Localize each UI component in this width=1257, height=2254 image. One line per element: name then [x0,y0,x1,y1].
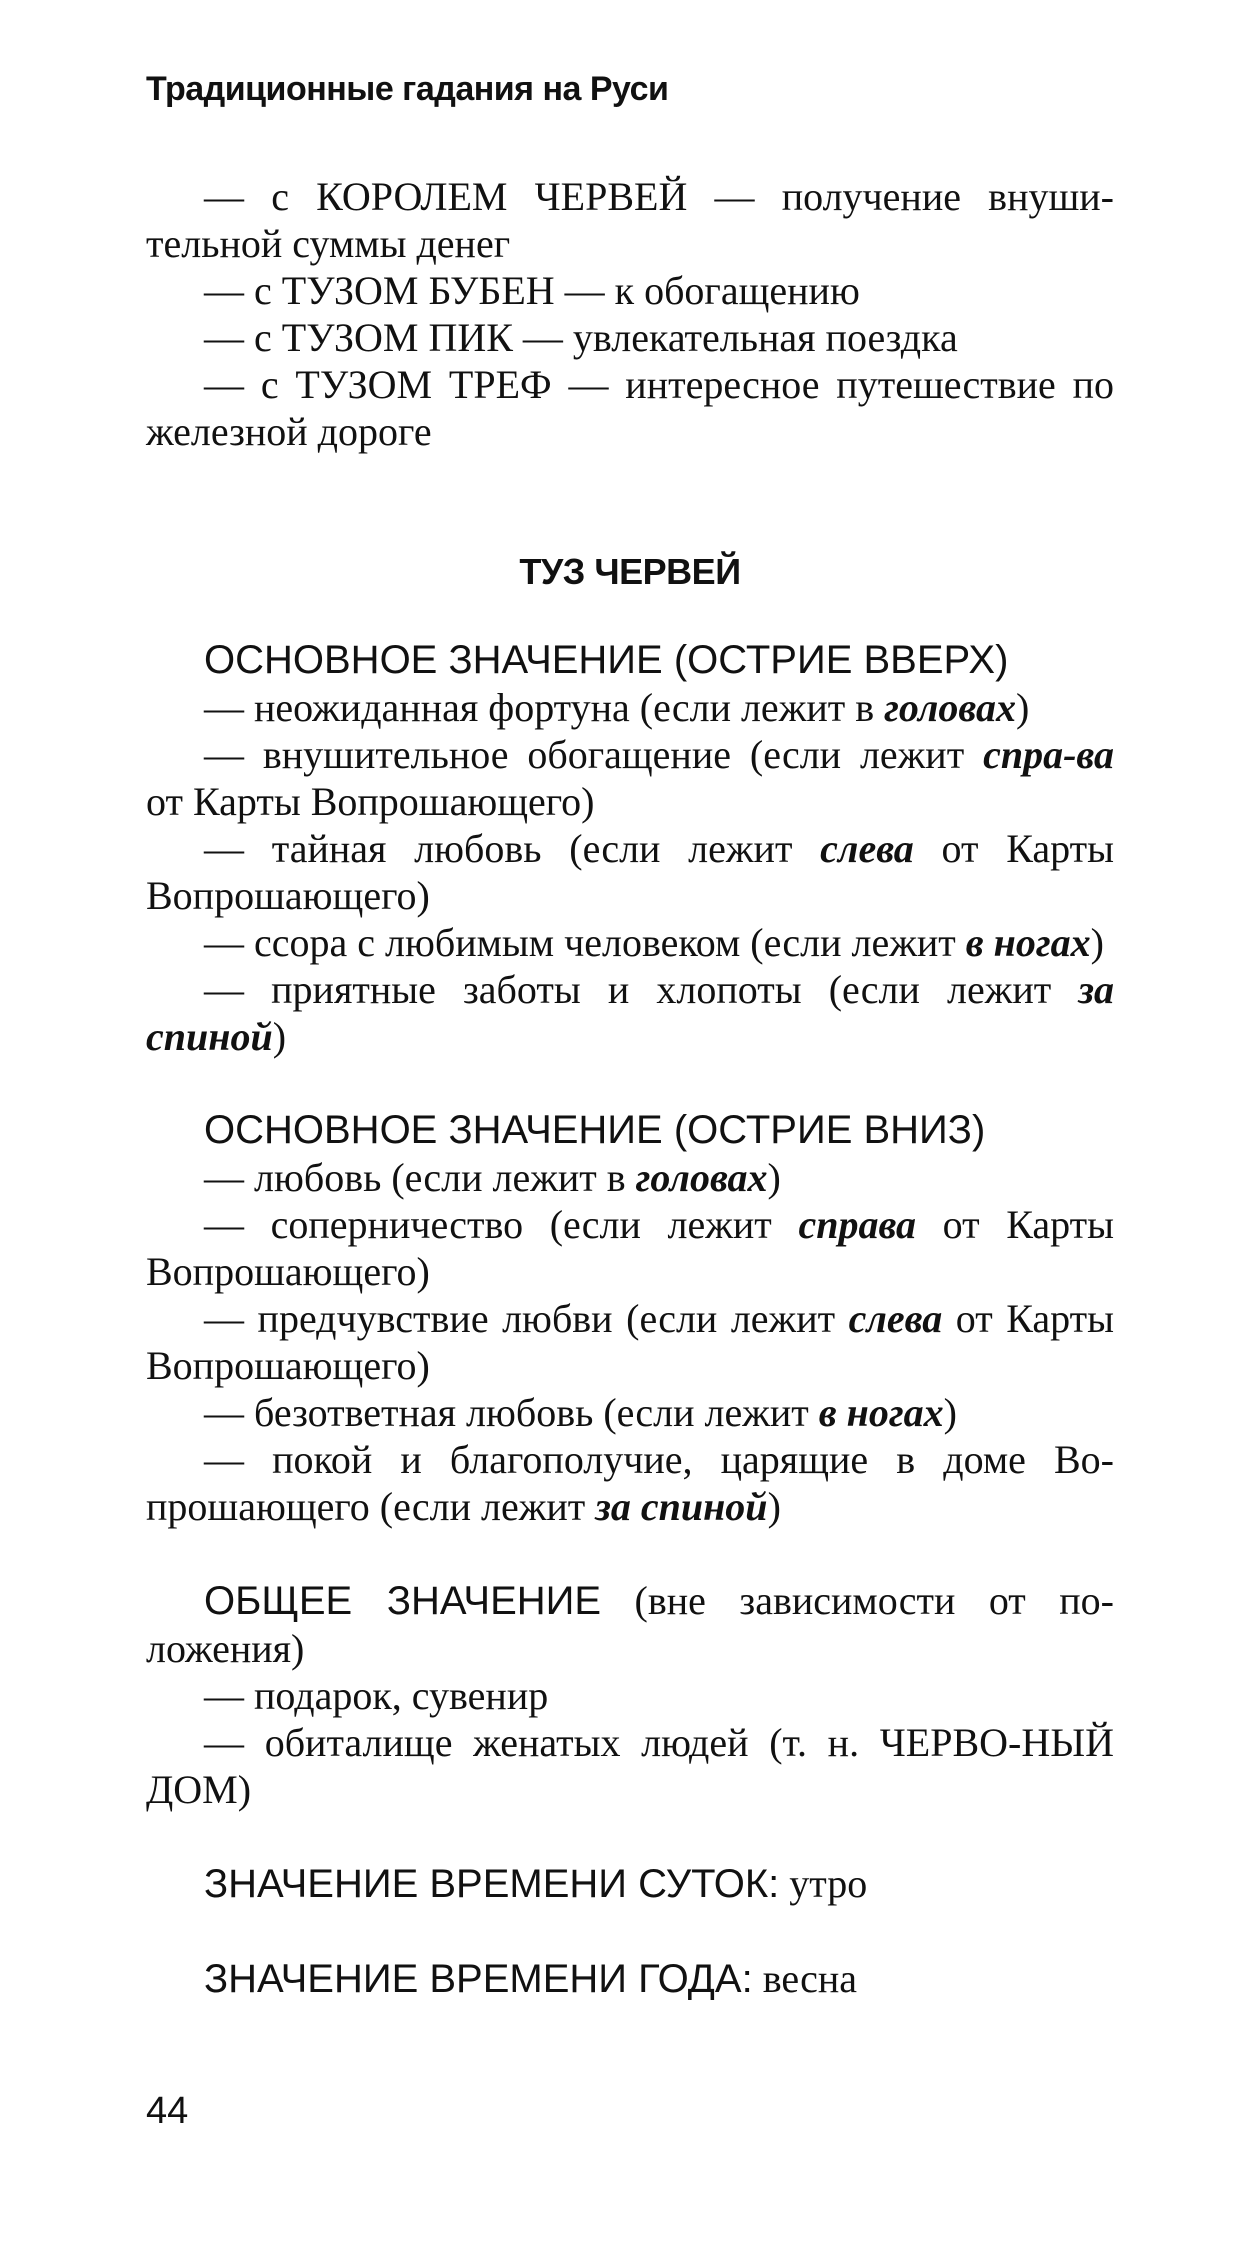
item-position: в ногах [965,920,1091,965]
book-page [146,70,1114,2220]
intro-line: — с ТУЗОМ БУБЕН — к обогащению [204,268,860,313]
item-text: — неожиданная фортуна (если лежит в [204,685,885,730]
general-heading-line [146,1577,1114,1672]
item-position: за спиной [146,967,1114,1059]
upright-item [146,731,1114,825]
item-position: слева [848,1296,943,1341]
item-text: ) [1090,920,1104,965]
spacer [146,1530,1114,1577]
reversed-heading: ОСНОВНОЕ ЗНАЧЕНИЕ (ОСТРИЕ ВНИЗ) [204,1108,986,1152]
item-text: ) [943,1390,957,1435]
upright-item [146,825,1114,919]
time-of-day [146,1860,1114,1908]
reversed-item [146,1295,1114,1389]
item-text: от Карты Вопрошающего) [146,1202,1115,1294]
item-text: — ссора с любимым человеком (если лежит [204,920,966,965]
item-text: ) [272,1014,287,1059]
time-of-day-label: ЗНАЧЕНИЕ ВРЕМЕНИ СУТОК: [204,1862,780,1906]
spacer [146,455,1114,551]
item-text: — безответная любовь (если лежит [204,1390,819,1435]
page-number: 44 [146,2090,189,2132]
item-text: от Карты Вопрошающего) [146,779,595,824]
item-text: от Карты Вопрошающего) [146,826,1114,918]
item-text: — тайная любовь (если лежит [204,826,821,871]
spacer [146,1813,1114,1860]
item-text: — соперничество (если лежит [204,1202,799,1247]
intro-line: — с КОРОЛЕМ ЧЕРВЕЙ — получение внуши-тельной суммы денег [146,174,1114,266]
item-text: ) [1016,685,1030,730]
time-of-year-value: весна [752,1956,858,2001]
reversed-item [146,1389,1114,1436]
item-text: ) [767,1484,781,1529]
intro-line: — с ТУЗОМ ПИК — увлекательная поездка [204,315,958,360]
general-heading-rest: (вне зависимости от по-ложения) [146,1578,1114,1671]
spacer [146,1060,1114,1107]
item-position: спра-ва [983,732,1114,777]
general-meaning [146,1577,1114,1813]
item-text: — покой и благополучие, царящие в доме Во-прошающего (если лежит [146,1437,1114,1529]
running-head: Традиционные гадания на Руси [146,70,669,108]
item-text: ) [767,1155,781,1200]
intro-line: — с ТУЗОМ ТРЕФ — интересное путешествие по железной дороге [146,362,1114,454]
general-heading: ОБЩЕЕ ЗНАЧЕНИЕ [204,1579,602,1623]
section-title: ТУЗ ЧЕРВЕЙ [519,551,741,592]
reversed-item [146,1154,1114,1201]
item-position: за спиной [595,1484,768,1529]
item-text: — внушительное обогащение (если лежит [204,732,984,777]
item-text: — любовь (если лежит в [204,1155,636,1200]
item-text: — приятные заботы и хлопоты (если лежит [204,967,1079,1012]
time-of-year-label: ЗНАЧЕНИЕ ВРЕМЕНИ ГОДА: [204,1957,753,2001]
item-position: головах [635,1155,768,1200]
reversed-item [146,1201,1114,1295]
upright-heading: ОСНОВНОЕ ЗНАЧЕНИЕ (ОСТРИЕ ВВЕРХ) [204,638,1009,682]
upright-item [146,966,1114,1060]
item-text: от Карты Вопрошающего) [146,1296,1114,1388]
upright-item [146,684,1114,731]
item-position: головах [884,685,1017,730]
item-position: в ногах [818,1390,944,1435]
time-of-year [146,1955,1114,2003]
general-item: — обиталище женатых людей (т. н. ЧЕРВО-НЫЙ ДОМ) [146,1720,1114,1812]
reversed-item [146,1436,1114,1530]
item-position: справа [798,1202,917,1247]
intro-list [146,173,1114,455]
item-position: слева [820,826,914,871]
upright-meaning [146,637,1114,1060]
time-of-day-value: утро [779,1861,868,1906]
reversed-meaning [146,1107,1114,1530]
item-text: — предчувствие любви (если лежит [204,1296,849,1341]
upright-item [146,919,1114,966]
spacer [146,1908,1114,1955]
general-item: — подарок, сувенир [204,1673,549,1718]
